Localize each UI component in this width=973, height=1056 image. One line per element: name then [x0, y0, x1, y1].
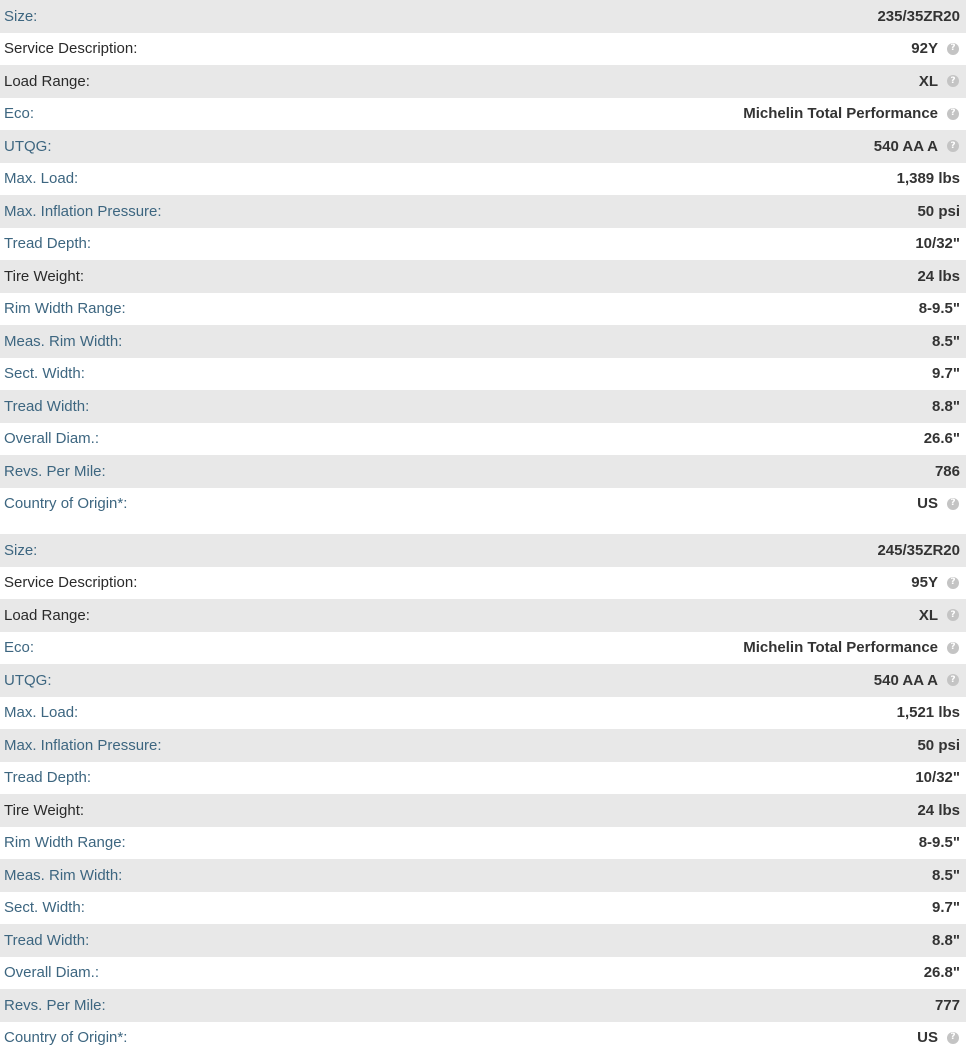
spec-row-sect-width: [0, 892, 966, 925]
spec-label-link[interactable]: Size:: [4, 7, 38, 25]
spec-label-link[interactable]: Max. Load:: [4, 170, 79, 188]
spec-row-max-inflation-pressure: [0, 729, 966, 762]
spec-value: 50 psi: [917, 736, 960, 754]
spec-value-group: [917, 1029, 960, 1046]
spec-value: 8.8": [932, 931, 960, 949]
spec-label-link[interactable]: Revs. Per Mile:: [4, 462, 106, 480]
spec-value-group: [917, 495, 960, 512]
spec-value: 92Y: [911, 40, 938, 58]
spec-row-service-description: [0, 33, 966, 66]
spec-value: 24 lbs: [917, 801, 960, 819]
spec-label-link[interactable]: Sect. Width:: [4, 899, 85, 917]
spec-row-max-load: [0, 697, 966, 730]
spec-row-utqg: [0, 664, 966, 697]
spec-value: 9.7": [932, 365, 960, 383]
spec-value-group: [877, 542, 960, 559]
spec-value-group: [935, 463, 960, 480]
spec-value-group: [897, 170, 960, 187]
spec-label-link[interactable]: UTQG:: [4, 671, 52, 689]
spec-value: Michelin Total Performance: [743, 105, 938, 123]
spec-label-link[interactable]: Country of Origin*:: [4, 495, 128, 513]
spec-row-meas-rim-width: [0, 325, 966, 358]
help-question-icon[interactable]: ?: [947, 577, 959, 589]
spec-label-link[interactable]: Max. Inflation Pressure:: [4, 736, 162, 754]
spec-row-tire-weight: [0, 794, 966, 827]
help-question-icon[interactable]: ?: [947, 75, 959, 87]
spec-value: 24 lbs: [917, 267, 960, 285]
spec-row-service-description: [0, 567, 966, 600]
spec-value-group: [897, 704, 960, 721]
spec-value: 8-9.5": [918, 834, 960, 852]
spec-value-group: [911, 574, 960, 591]
spec-value-group: [874, 138, 960, 155]
spec-row-sect-width: [0, 358, 966, 391]
spec-row-size: [0, 0, 966, 33]
spec-value-group: [919, 834, 960, 851]
help-question-icon[interactable]: ?: [947, 674, 959, 686]
spec-value: 8-9.5": [918, 300, 960, 318]
spec-value-group: [932, 867, 960, 884]
spec-value-group: [932, 333, 960, 350]
spec-value-group: [917, 268, 960, 285]
spec-value: 540 AA A: [873, 671, 938, 689]
help-question-icon[interactable]: ?: [947, 140, 959, 152]
spec-label-link[interactable]: Rim Width Range:: [4, 300, 126, 318]
spec-row-revs-per-mile: [0, 989, 966, 1022]
tire-spec-table-2: [0, 534, 966, 1054]
spec-row-eco: [0, 632, 966, 665]
spec-value: 8.5": [932, 332, 960, 350]
spec-value-group: [932, 365, 960, 382]
spec-row-overall-diam: [0, 423, 966, 456]
spec-label-link[interactable]: Meas. Rim Width:: [4, 332, 123, 350]
spec-value: 50 psi: [917, 202, 960, 220]
spec-label-link[interactable]: Revs. Per Mile:: [4, 996, 106, 1014]
help-question-icon[interactable]: ?: [947, 609, 959, 621]
spec-value: 8.5": [932, 866, 960, 884]
spec-row-size: [0, 534, 966, 567]
help-question-icon[interactable]: ?: [947, 642, 959, 654]
spec-value: 10/32": [915, 769, 960, 787]
spec-row-load-range: [0, 599, 966, 632]
spec-label-link[interactable]: Tread Depth:: [4, 235, 91, 253]
spec-row-max-load: [0, 163, 966, 196]
spec-row-rim-width-range: [0, 827, 966, 860]
spec-value: 26.6": [923, 430, 960, 448]
spec-value-group: [911, 40, 960, 57]
spec-value: 95Y: [911, 574, 938, 592]
spec-value: 1,521 lbs: [896, 704, 960, 722]
spec-row-tread-width: [0, 390, 966, 423]
spec-value: 786: [934, 462, 960, 480]
spec-label-link[interactable]: Eco:: [4, 639, 35, 657]
spec-label-link[interactable]: Overall Diam.:: [4, 964, 100, 982]
spec-row-utqg: [0, 130, 966, 163]
spec-value: 1,389 lbs: [896, 170, 960, 188]
spec-value-group: [919, 73, 960, 90]
spec-value-group: [743, 105, 960, 122]
spec-value-group: [917, 737, 960, 754]
spec-label-link[interactable]: Max. Load:: [4, 704, 79, 722]
spec-value-group: [915, 769, 960, 786]
spec-value-group: [877, 8, 960, 25]
spec-value: XL: [918, 606, 938, 624]
spec-value: US: [917, 495, 938, 513]
spec-value-group: [917, 802, 960, 819]
spec-value-group: [932, 398, 960, 415]
help-question-icon[interactable]: ?: [947, 1032, 959, 1044]
spec-value-group: [874, 672, 960, 689]
spec-label: Service Description:: [4, 574, 138, 592]
spec-row-rim-width-range: [0, 293, 966, 326]
spec-row-overall-diam: [0, 957, 966, 990]
spec-label: Load Range:: [4, 606, 90, 624]
spec-row-country-of-origin: [0, 1022, 966, 1055]
spec-row-revs-per-mile: [0, 455, 966, 488]
spec-value-group: [932, 932, 960, 949]
spec-row-tread-width: [0, 924, 966, 957]
spec-value: 10/32": [915, 235, 960, 253]
spec-row-meas-rim-width: [0, 859, 966, 892]
spec-value-group: [743, 639, 960, 656]
spec-label: Tire Weight:: [4, 267, 85, 285]
tire-spec-table-1: [0, 0, 966, 520]
spec-label-link[interactable]: Country of Origin*:: [4, 1029, 128, 1047]
spec-value: 26.8": [923, 964, 960, 982]
spec-value-group: [935, 997, 960, 1014]
spec-label-link[interactable]: Tread Width:: [4, 931, 90, 949]
spec-value: Michelin Total Performance: [743, 639, 938, 657]
spec-row-max-inflation-pressure: [0, 195, 966, 228]
spec-row-eco: [0, 98, 966, 131]
spec-label-link[interactable]: Size:: [4, 541, 38, 559]
spec-value-group: [919, 300, 960, 317]
spec-label-link[interactable]: Tread Depth:: [4, 769, 91, 787]
spec-label-link[interactable]: Rim Width Range:: [4, 834, 126, 852]
spec-label-link[interactable]: Sect. Width:: [4, 365, 85, 383]
spec-label-link[interactable]: Overall Diam.:: [4, 430, 100, 448]
spec-label-link[interactable]: Max. Inflation Pressure:: [4, 202, 162, 220]
spec-value-group: [932, 899, 960, 916]
spec-row-load-range: [0, 65, 966, 98]
spec-label-link[interactable]: Meas. Rim Width:: [4, 866, 123, 884]
spec-row-tread-depth: [0, 228, 966, 261]
spec-label: Tire Weight:: [4, 801, 85, 819]
spec-row-tire-weight: [0, 260, 966, 293]
help-question-icon[interactable]: ?: [947, 498, 959, 510]
spec-value-group: [924, 964, 960, 981]
spec-value: XL: [918, 72, 938, 90]
spec-value: 8.8": [932, 397, 960, 415]
spec-value: 9.7": [932, 899, 960, 917]
spec-row-country-of-origin: [0, 488, 966, 521]
spec-value: 245/35ZR20: [877, 541, 960, 559]
spec-value: 777: [934, 996, 960, 1014]
spec-label: Service Description:: [4, 40, 138, 58]
help-question-icon[interactable]: ?: [947, 108, 959, 120]
spec-label-link[interactable]: Tread Width:: [4, 397, 90, 415]
spec-label: Load Range:: [4, 72, 90, 90]
spec-row-tread-depth: [0, 762, 966, 795]
spec-label-link[interactable]: UTQG:: [4, 137, 52, 155]
spec-value: 235/35ZR20: [877, 7, 960, 25]
spec-value-group: [917, 203, 960, 220]
spec-value: 540 AA A: [873, 137, 938, 155]
help-question-icon[interactable]: ?: [947, 43, 959, 55]
spec-value-group: [919, 607, 960, 624]
spec-value-group: [924, 430, 960, 447]
spec-label-link[interactable]: Eco:: [4, 105, 35, 123]
spec-value-group: [915, 235, 960, 252]
spec-value: US: [917, 1029, 938, 1047]
